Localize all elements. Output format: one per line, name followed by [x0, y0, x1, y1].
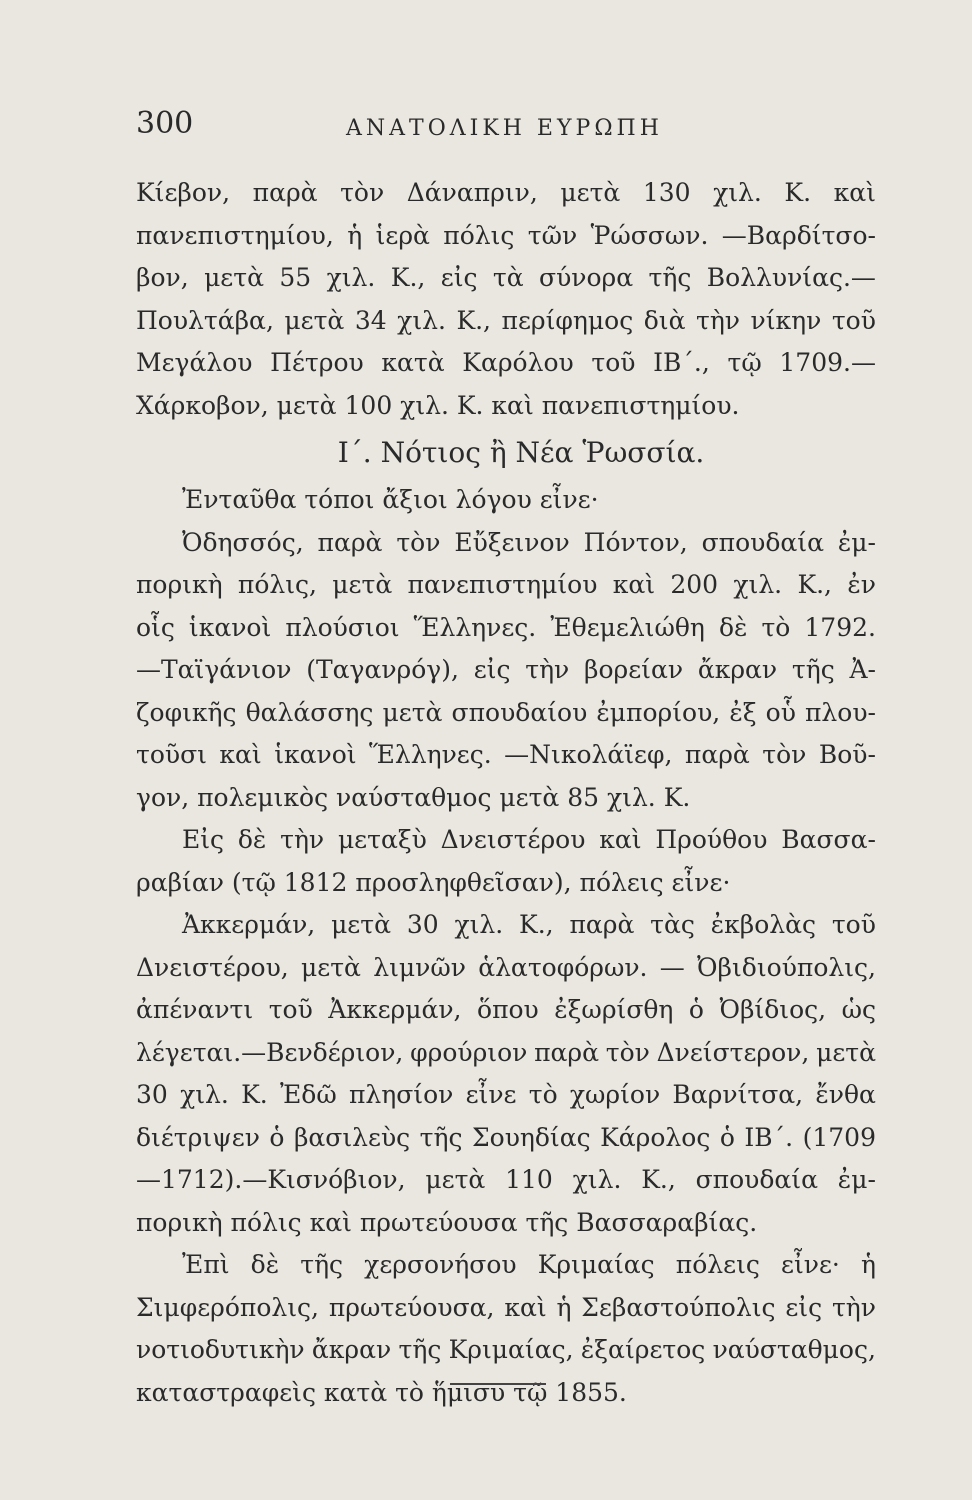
word: νοτιοδυτικὴν — [136, 1335, 305, 1364]
text-line — [136, 947, 876, 990]
word: οὗ — [765, 697, 796, 727]
word: ἐμ- — [837, 1165, 876, 1194]
word: χιλ. — [180, 1080, 229, 1109]
word: Ἕλληνες. — [369, 740, 492, 769]
text-line — [136, 904, 876, 947]
section-heading: Ι΄. Νότιος ἢ Νέα Ῥωσσία. — [337, 436, 705, 469]
text-line — [136, 649, 876, 692]
text-line — [136, 215, 876, 258]
word: παρὰ — [252, 178, 318, 207]
word: βασιλεὺς — [293, 1122, 411, 1152]
word: Κάρολος — [600, 1122, 711, 1152]
word: ὁ — [688, 995, 704, 1024]
word: Κριμαίας, — [448, 1335, 574, 1364]
word: Σιμφερόπολις, — [136, 1292, 320, 1322]
word: χιλ. — [572, 1165, 622, 1194]
text-line: γον, πολεμικὸς ναύσταθμος μετὰ 85 χιλ. Κ. — [136, 782, 691, 812]
word: τὴν — [831, 1292, 876, 1322]
word: Προύθου — [655, 825, 768, 854]
body-text — [136, 172, 876, 1414]
word: καὶ — [599, 825, 642, 854]
word: πόλις, — [237, 570, 317, 599]
word: τὸν — [396, 527, 441, 557]
word: διέτριψεν — [136, 1122, 260, 1152]
word: μετὰ — [382, 697, 443, 727]
word: —1712).—Κισνόβιον, — [136, 1165, 406, 1194]
word: τὴν — [280, 825, 325, 854]
text-line: ραβίαν (τῷ 1812 προσληφθεῖσαν), πόλεις εἶνε· — [136, 867, 731, 897]
word: μετὰ — [425, 1165, 486, 1194]
word: Κ., — [797, 570, 833, 599]
word: διὰ — [643, 305, 686, 335]
word: 1792. — [804, 612, 876, 642]
word: ἱκανοὶ — [188, 612, 272, 642]
word: σπουδαία — [695, 1165, 818, 1194]
word: Ὀβίδιος, — [719, 995, 827, 1024]
word: μετὰ — [301, 952, 361, 982]
word: ἐμπορίου, — [596, 697, 721, 727]
word: Δνειστέρου — [440, 825, 586, 854]
word: Ἀ- — [849, 655, 876, 684]
text-line: Χάρκοβον, μετὰ 100 χιλ. Κ. καὶ πανεπιστημίου. — [136, 390, 740, 420]
word: μετὰ — [332, 570, 393, 599]
word: πλου- — [805, 697, 876, 727]
word: 130 — [642, 178, 691, 207]
word: Ἐδῶ — [279, 1080, 337, 1109]
word: εἶνε· — [781, 1250, 840, 1279]
word: ΙΒ΄. — [744, 1122, 794, 1152]
word: χιλ. — [326, 263, 376, 292]
word: τοῦ — [831, 910, 876, 939]
word: τὰς — [650, 910, 695, 939]
word: Καρόλου — [462, 348, 574, 377]
word: Κ., — [641, 1165, 676, 1194]
page-number: 300 — [136, 106, 194, 141]
word: βορείαν — [584, 655, 684, 684]
word: Ῥώσσων. — [590, 220, 709, 250]
text-line: καταστραφεὶς κατὰ τὸ ἥμισυ τῷ 1855. — [136, 1377, 627, 1407]
word: — — [659, 952, 685, 982]
word: ἐν — [847, 570, 876, 599]
word: Ἀκκερμάν, — [182, 910, 316, 939]
word: δὲ — [718, 612, 748, 642]
word: τῆς — [419, 1122, 463, 1152]
word: δὲ — [250, 1250, 280, 1279]
word: ἄκραν — [311, 1335, 392, 1364]
page-header — [136, 106, 876, 154]
word: τὸν — [605, 1037, 650, 1067]
word: Βασσα- — [781, 825, 876, 854]
word: —Βαρδίτσο- — [721, 220, 876, 250]
word: λιμνῶν — [373, 952, 466, 982]
word: πρωτεύουσα, — [328, 1292, 495, 1322]
word: πόλις — [443, 220, 515, 250]
text-line — [136, 564, 876, 607]
word: μετὰ — [204, 263, 264, 292]
word: νίκην — [750, 305, 822, 335]
word: βον, — [136, 263, 189, 292]
word: Βοῦ- — [818, 740, 876, 769]
word: τὴν — [695, 305, 740, 335]
word: τοῦ — [591, 348, 636, 377]
word: Ὀδησσός, — [182, 527, 304, 557]
word: ἐξωρίσθη — [554, 995, 674, 1024]
text-line — [136, 342, 876, 385]
word: τῆς — [300, 1250, 344, 1279]
word: ὡς — [841, 995, 876, 1024]
word: χερσονήσου — [364, 1250, 517, 1279]
word: μετὰ — [284, 305, 345, 335]
word: Ἀκκερμάν, — [328, 995, 462, 1024]
word: Ἐπὶ — [182, 1250, 230, 1279]
word: μετὰ — [816, 1037, 876, 1067]
word: ἀπέναντι — [136, 995, 254, 1024]
word: ἐμ- — [837, 527, 876, 557]
word: χιλ. — [397, 305, 446, 335]
word: τῆς — [791, 655, 835, 684]
word: τοῦ — [831, 305, 876, 335]
word: χιλ. — [713, 178, 762, 207]
word: Δνείστερον, — [656, 1037, 810, 1067]
word: 110 — [505, 1165, 553, 1194]
word: τῷ — [727, 348, 762, 377]
word: χιλ. — [454, 910, 504, 939]
word: —Ταϊγάνιον — [136, 655, 292, 684]
word: (1709 — [802, 1122, 876, 1152]
word: τοῦ — [268, 995, 313, 1024]
text-line — [136, 1074, 876, 1117]
word: πλούσιοι — [285, 612, 400, 642]
word: χωρίον — [569, 1080, 661, 1109]
word: Δάναπριν, — [406, 178, 538, 207]
word: —Νικολάϊεφ, — [504, 740, 673, 769]
word: 30 — [136, 1080, 168, 1109]
word: εἰς — [785, 1292, 823, 1322]
word: τὸ — [528, 1080, 558, 1109]
word: Εὔξεινον — [454, 527, 570, 557]
word: πορικὴ — [136, 570, 223, 599]
text-line — [136, 607, 876, 650]
text-line — [136, 300, 876, 343]
text-line — [136, 172, 876, 215]
word: ναύσταθμος, — [712, 1335, 876, 1364]
word: λέγεται.—Βενδέριον, — [136, 1037, 404, 1067]
word: πανεπιστημίου, — [136, 220, 334, 250]
word: τὸν — [340, 178, 385, 207]
word: μετὰ — [331, 910, 391, 939]
word: ὁ — [269, 1122, 285, 1152]
word: Πέτρου — [270, 348, 364, 377]
word: δὲ — [237, 825, 267, 854]
word: Βολλυνίας.— — [706, 263, 876, 292]
word: ἡ — [347, 220, 363, 250]
text-line — [136, 692, 876, 735]
word: Ἐθεμελιώθη — [550, 612, 705, 642]
word: εἰς — [473, 655, 511, 684]
word: Εἰς — [182, 825, 225, 854]
word: Σουηδίας — [471, 1122, 591, 1152]
word: Δνειστέρου, — [136, 952, 289, 982]
word: παρὰ — [684, 740, 750, 769]
word: Κριμαίας — [537, 1250, 655, 1279]
text-line — [136, 1244, 876, 1287]
word: ἔνθα — [815, 1080, 876, 1109]
word: τὸν — [762, 740, 807, 769]
word: Πουλτάβα, — [136, 305, 274, 335]
end-rule — [450, 1383, 546, 1385]
word: φρούριον — [410, 1037, 528, 1067]
text-line — [136, 1159, 876, 1202]
word: καὶ — [219, 740, 262, 769]
word: σύνορα — [539, 263, 634, 292]
word: ἐκβολὰς — [710, 910, 816, 939]
word: εἰς — [440, 263, 478, 292]
word: χιλ. — [733, 570, 783, 599]
word: ζοφικῆς — [136, 697, 237, 727]
word: Κ., — [456, 305, 492, 335]
running-head: ΑΝΑΤΟΛΙΚΗ ΕΥΡΩΠΗ — [346, 116, 663, 141]
word: μεταξὺ — [337, 825, 427, 854]
word: ὅπου — [477, 995, 539, 1024]
word: 55 — [279, 263, 312, 292]
word: Κ. — [784, 178, 812, 207]
text-line — [136, 734, 876, 777]
word: παρὰ — [534, 1037, 599, 1067]
word: ΙΒ΄., — [653, 348, 710, 377]
text-line — [136, 522, 876, 565]
word: κατὰ — [381, 348, 445, 377]
word: Κ., — [519, 910, 554, 939]
text-line — [136, 1117, 876, 1160]
word: εἶνε — [465, 1080, 517, 1109]
word: Ἕλληνες. — [413, 612, 537, 642]
word: τῆς — [398, 1335, 442, 1364]
word: 200 — [670, 570, 719, 599]
word: ἁλατοφόρων. — [478, 952, 648, 982]
text-line — [136, 1329, 876, 1372]
word: Κ., — [390, 263, 426, 292]
text-line — [136, 1032, 876, 1075]
word: 30 — [406, 910, 439, 939]
word: 1709.— — [779, 348, 876, 377]
word: θαλάσσης — [245, 697, 374, 727]
word: σπουδαίου — [451, 697, 588, 727]
word: Σεβαστούπολις — [581, 1292, 776, 1322]
word: μετὰ — [560, 178, 621, 207]
word: Μεγάλου — [136, 348, 253, 377]
word: (Ταγανρόγ), — [306, 655, 459, 684]
word: τῶν — [527, 220, 578, 250]
text-line: πορικὴ πόλις καὶ πρωτεύουσα τῆς Βασσαραβίας. — [136, 1207, 758, 1237]
word: Κίεβον, — [136, 178, 231, 207]
word: ἱερὰ — [375, 220, 430, 250]
text-line — [136, 819, 876, 862]
text-line — [136, 1287, 876, 1330]
word: πόλεις — [675, 1250, 760, 1279]
word: καὶ — [833, 178, 876, 207]
text-line — [136, 257, 876, 300]
word: ὁ — [719, 1122, 735, 1152]
word: Πόντον, — [583, 527, 688, 557]
word: Ὀβιδιούπολις, — [697, 952, 876, 982]
word: καὶ — [612, 570, 656, 599]
word: τὴν — [525, 655, 570, 684]
word: τὰ — [492, 263, 524, 292]
word: Βαρνίτσα, — [672, 1080, 804, 1109]
text-line — [136, 989, 876, 1032]
word: ἡ — [860, 1250, 876, 1279]
word: οἷς — [136, 612, 175, 642]
word: παρὰ — [317, 527, 383, 557]
word: τὸ — [761, 612, 791, 642]
word: ἐξαίρετος — [580, 1335, 706, 1364]
word: 34 — [354, 305, 387, 335]
word: περίφημος — [501, 305, 634, 335]
word: ἐξ — [729, 697, 757, 727]
word: τῆς — [648, 263, 692, 292]
word: ἄκραν — [697, 655, 778, 684]
word: πανεπιστημίου — [407, 570, 598, 599]
word: ἱκανοὶ — [274, 740, 357, 769]
word: τοῦσι — [136, 740, 207, 769]
text-line: Ἐνταῦθα τόποι ἄξιοι λόγου εἶνε· — [182, 485, 599, 514]
word: πλησίον — [348, 1080, 454, 1109]
word: καὶ — [504, 1292, 547, 1322]
word: Κ. — [241, 1080, 268, 1109]
word: παρὰ — [569, 910, 635, 939]
word: σπουδαία — [701, 527, 824, 557]
word: ἡ — [556, 1292, 572, 1322]
